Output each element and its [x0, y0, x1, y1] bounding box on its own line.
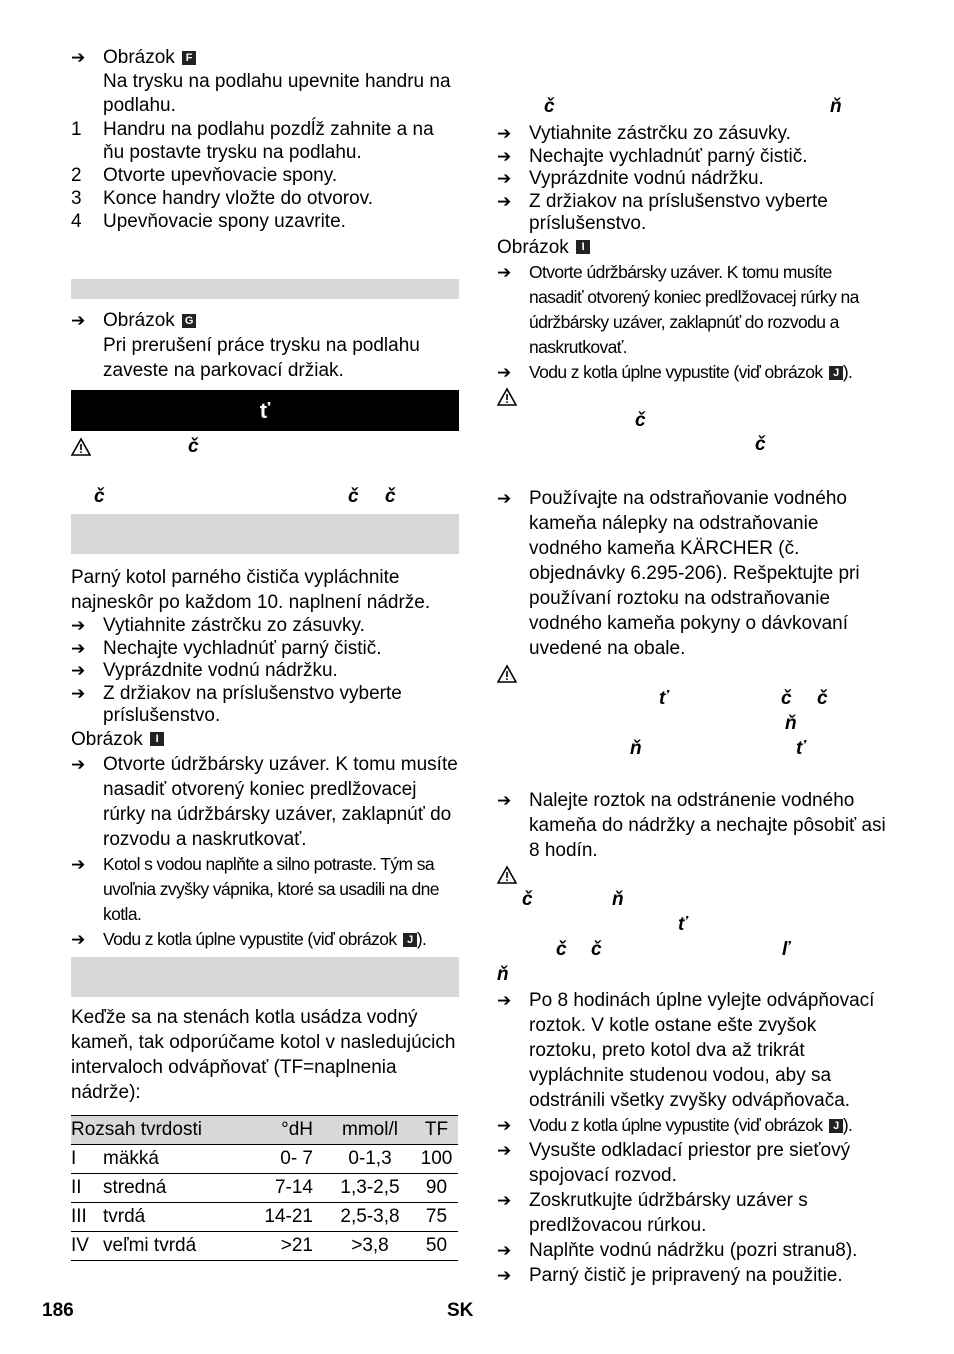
step-text: Otvorte upevňovacie spony.: [103, 165, 338, 186]
text-fragment-line: č č č: [94, 486, 396, 507]
arrow-item: ➔ Otvorte údržbársky uzáver. K tomu musíte nasadiť otvorený koniec predlžovacej rúrky na údržbársky uzáver, zaklapnúť do rozvodu a naskrutkovať.: [71, 753, 458, 850]
arrow-list: [71, 615, 459, 728]
arrow-item: ➔ Parný čistič je pripravený na použitie.: [497, 1264, 843, 1286]
arrow-item: ➔ Vytiahnite zástrčku zo zásuvky.: [71, 615, 365, 636]
arrow-right-icon: ➔: [497, 1140, 512, 1160]
text-fragment-line: ť: [678, 913, 688, 935]
table-header-row: Rozsah tvrdosti °dH mmol/l TF: [71, 1115, 458, 1144]
arrow-item: ➔ Vyprázdnite vodnú nádržku.: [71, 660, 338, 681]
table-row: III tvrdá 14-21 2,5-3,8 75: [71, 1202, 458, 1231]
section-header-band: [71, 279, 459, 299]
arrow-item: ➔ Otvorte údržbársky uzáver. K tomu musíte nasadiť otvorený koniec predlžovacej rúrky na údržbársky uzáver, zaklapnúť do rozvodu a naskrutkovať.: [497, 261, 859, 357]
figure-ref-i: Obrázok I: [497, 236, 887, 260]
step-number: 2: [71, 165, 82, 186]
arrow-right-icon: ➔: [497, 146, 512, 166]
step-number: 4: [71, 211, 82, 232]
arrow-item: ➔ Vyprázdnite vodnú nádržku.: [497, 168, 764, 189]
text-fragment-line: č: [755, 433, 766, 455]
arrow-item: ➔ Používajte na odstraňovanie vodného kameňa nálepky na odstraňovanie vodného kameňa KÄRCHER (č. objednávky 6.295-206). Rešpektujte pri používaní roztoku na odstraňovanie vodného kameňa pokyny o dávkovaní uvedené na obale.: [497, 487, 860, 659]
step-text: Handru na podlahu pozdĺž zahnite a na ňu postavte trysku na podlahu.: [103, 119, 434, 163]
warning-triangle-icon: [71, 437, 91, 464]
arrow-right-icon: ➔: [497, 990, 512, 1010]
figure-badge: I: [150, 732, 164, 746]
figure-badge: G: [182, 314, 196, 328]
arrow-right-icon: ➔: [71, 854, 85, 874]
arrow-right-icon: ➔: [497, 262, 511, 282]
arrow-item: ➔ Nalejte roztok na odstránenie vodného kameňa do nádržky a nechajte pôsobiť asi 8 hodín.: [497, 789, 886, 861]
warning-line: č: [71, 435, 459, 461]
table-row: II stredná 7-14 1,3-2,5 90: [71, 1173, 458, 1202]
arrow-right-icon: ➔: [497, 1115, 511, 1135]
step-number: 3: [71, 188, 82, 209]
arrow-item: ➔ Po 8 hodinách úplne vylejte odvápňovací roztok. V kotle ostane ešte zvyšok roztoku, preto kotol dva až trikrát vypláchnite studenou vodou, aby sa odstránili všetky zvyšky odvápňovača.: [497, 989, 875, 1111]
figure-badge: J: [829, 1119, 843, 1133]
language-code: SK: [447, 1300, 474, 1321]
text-fragment-line: ň: [497, 963, 509, 985]
arrow-right-icon: ➔: [71, 638, 86, 658]
arrow-right-icon: ➔: [71, 616, 86, 635]
step-text: Upevňovacie spony uzavrite.: [103, 211, 346, 232]
arrow-item: ➔ Vodu z kotla úplne vypustite (viď obrázok J ).: [497, 360, 887, 385]
arrow-item: ➔ Z držiakov na príslušenstvo vyberte príslušenstvo.: [71, 682, 402, 726]
arrow-right-icon: ➔: [71, 311, 86, 330]
water-hardness-table: [71, 1115, 458, 1261]
warning-line: [497, 385, 887, 409]
right-column: [497, 95, 887, 1288]
arrow-item: ➔ Vytiahnite zástrčku zo zásuvky.: [497, 123, 791, 144]
figure-ref-g: ➔ Obrázok G: [71, 309, 459, 333]
table-row: I mäkká 0- 7 0-1,3 100: [71, 1144, 458, 1173]
arrow-right-icon: ➔: [497, 1265, 512, 1285]
arrow-item: ➔ Vysušte odkladací priestor pre sieťový spojovací rozvod.: [497, 1139, 851, 1186]
page-number: 186: [42, 1300, 74, 1321]
arrow-right-icon: ➔: [71, 661, 86, 680]
paragraph: Keďže sa na stenách kotla usádza vodný kameň, tak odporúčame kotol v nasledujúcich intervaloch odvápňovať (TF=naplnenia nádrže):: [71, 1006, 456, 1103]
arrow-item: ➔ Vodu z kotla úplne vypustite (viď obrázok J ).: [497, 1113, 887, 1138]
section-header-band: [71, 957, 459, 997]
figure-badge: I: [576, 240, 590, 254]
arrow-item: ➔ Naplňte vodnú nádržku (pozri stranu8).: [497, 1239, 858, 1261]
figure-badge: J: [829, 366, 843, 380]
numbered-step: [71, 118, 459, 164]
step-text: Konce handry vložte do otvorov.: [103, 188, 374, 209]
section-title-band: ť: [71, 390, 459, 431]
arrow-right-icon: ➔: [497, 124, 512, 143]
arrow-item: ➔ Vodu z kotla úplne vypustite (viď obrázok J ).: [71, 927, 459, 952]
arrow-right-icon: ➔: [497, 790, 512, 810]
arrow-right-icon: ➔: [497, 362, 511, 382]
table-row: IV veľmi tvrdá >21 >3,8 50: [71, 1231, 458, 1260]
arrow-item: ➔ Kotol s vodou naplňte a silno potraste. Tým sa uvoľnia zvyšky vápnika, ktoré sa usadili na dne kotla.: [71, 853, 439, 924]
arrow-right-icon: ➔: [497, 1240, 512, 1260]
warning-line: [497, 661, 887, 687]
arrow-right-icon: ➔: [497, 1190, 512, 1210]
arrow-right-icon: ➔: [497, 169, 512, 188]
text-fragment-line: č: [635, 409, 646, 431]
text-fragment-line: ň ť: [630, 737, 806, 759]
arrow-right-icon: ➔: [497, 488, 512, 508]
text-fragment-line: č č ľ: [556, 938, 790, 960]
figure-badge: J: [403, 933, 417, 947]
numbered-step: [71, 187, 459, 210]
paragraph: Parný kotol parného čističa vypláchnite najneskôr po každom 10. naplnení nádrže.: [71, 567, 431, 613]
numbered-step: [71, 210, 459, 233]
arrow-item: ➔ Nechajte vychladnúť parný čistič.: [497, 145, 808, 167]
left-column: [71, 46, 459, 1261]
text-fragment-line: č ň: [544, 96, 842, 117]
warning-line: [497, 863, 887, 888]
arrow-right-icon: ➔: [71, 683, 86, 703]
step-number: 1: [71, 119, 82, 140]
figure-ref-f: ➔ Obrázok F: [71, 46, 459, 70]
numbered-step: [71, 164, 459, 187]
arrow-item: ➔ Z držiakov na príslušenstvo vyberte príslušenstvo.: [497, 190, 828, 234]
arrow-item: ➔ Nechajte vychladnúť parný čistič.: [71, 637, 382, 659]
arrow-right-icon: ➔: [71, 754, 86, 774]
text-fragment-line: ň: [785, 712, 797, 734]
paragraph: Na trysku na podlahu upevnite handru na podlahu.: [103, 71, 451, 116]
figure-ref-i: Obrázok I: [71, 728, 459, 752]
arrow-right-icon: ➔: [71, 48, 86, 67]
arrow-right-icon: ➔: [497, 191, 512, 211]
figure-badge: F: [182, 51, 196, 65]
arrow-right-icon: ➔: [71, 929, 85, 949]
arrow-item: ➔ Zoskrutkujte údržbársky uzáver s predlžovacou rúrkou.: [497, 1189, 808, 1236]
text-fragment-line: č ň: [522, 888, 624, 910]
paragraph: Pri prerušení práce trysku na podlahu zaveste na parkovací držiak.: [103, 335, 420, 381]
arrow-list: [497, 123, 887, 236]
text-fragment-line: ť č č: [659, 687, 828, 709]
numbered-steps: [71, 118, 459, 233]
section-header-band: [71, 514, 459, 554]
